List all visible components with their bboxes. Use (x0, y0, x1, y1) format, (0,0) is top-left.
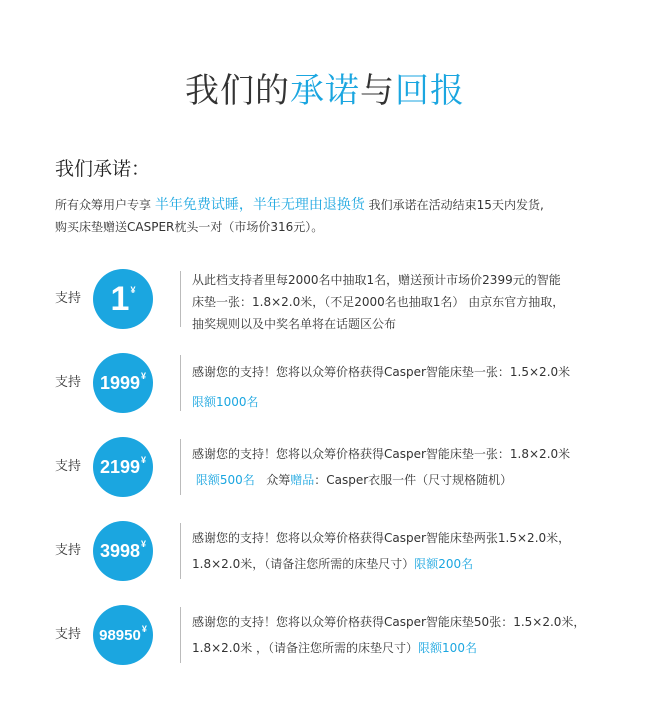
yen-symbol: ¥ (141, 455, 147, 465)
tier-divider (180, 355, 181, 411)
title-part-3: 与 (360, 71, 395, 111)
promise-line-2: 购买床垫赠送CASPER枕头一对（市场价316元）。 (55, 220, 324, 234)
tier-divider (180, 607, 181, 663)
tier-description (192, 443, 622, 491)
yen-symbol: ¥ (141, 539, 147, 549)
tier-divider (180, 271, 181, 327)
tier-limit: 限额200名 (414, 557, 474, 571)
tier-limit: 限额500名 (195, 473, 255, 487)
gift-highlight: 赠品 (290, 473, 315, 487)
tier-desc-line: 床垫一张：1.8×2.0米，（不足2000名也抽取1名） 由京东官方抽取， (192, 295, 565, 309)
tier-desc-line: 从此档支持者里每2000名中抽取1名，赠送预计市场价2399元的智能 (192, 273, 561, 287)
tier-2 (0, 353, 650, 413)
tier-desc-line: 1.8×2.0米，（请备注您所需的床垫尺寸） (192, 557, 415, 571)
tier-amount: 1999 (99, 373, 141, 393)
yen-symbol: ¥ (141, 624, 147, 634)
promise-line-1-prefix: 所有众筹用户专享 (55, 198, 152, 212)
tier-description (192, 527, 622, 575)
tier-limit: 限额100名 (418, 641, 477, 655)
tier-1 (0, 269, 650, 329)
yen-symbol: ¥ (141, 371, 147, 381)
tier-description (192, 269, 622, 335)
gift-prefix: 众筹 (266, 473, 291, 487)
promise-highlight: 半年免费试睡，半年无理由退换货 (154, 197, 365, 213)
promise-line-1 (55, 194, 615, 216)
tier-divider (180, 439, 181, 495)
tier-3 (0, 437, 650, 497)
tier-label: 支持 (55, 627, 82, 642)
tier-description (192, 611, 622, 659)
page-title (0, 68, 650, 114)
tier-amount-badge (93, 521, 153, 581)
tier-desc-line: 1.8×2.0米 ，（请备注您所需的床垫尺寸） (192, 641, 419, 655)
tier-desc-line: 感谢您的支持！您将以众筹价格获得Casper智能床垫一张：1.5×2.0米 (192, 365, 571, 379)
tier-amount: 98950 (99, 626, 141, 644)
gift-suffix: ：Casper衣服一件（尺寸规格随机） (314, 473, 513, 487)
tier-desc-line: 感谢您的支持！您将以众筹价格获得Casper智能床垫两张1.5×2.0米， (192, 531, 571, 545)
promise-intro (55, 194, 615, 238)
tier-desc-line: 感谢您的支持！您将以众筹价格获得Casper智能床垫50张：1.5×2.0米， (192, 615, 586, 629)
title-part-4: 回报 (395, 71, 465, 111)
tier-5 (0, 605, 650, 665)
tier-limit: 限额1000名 (192, 395, 259, 409)
tier-desc-line: 感谢您的支持！您将以众筹价格获得Casper智能床垫一张：1.8×2.0米 (192, 447, 571, 461)
tier-4 (0, 521, 650, 581)
tier-amount-badge (93, 605, 153, 665)
tier-amount: 2199 (99, 457, 141, 477)
title-part-2: 承诺 (290, 71, 360, 111)
tier-amount-badge (93, 353, 153, 413)
tier-amount: 1 (110, 280, 130, 318)
promise-heading: 我们承诺： (55, 158, 151, 180)
tier-divider (180, 523, 181, 579)
tier-label: 支持 (55, 291, 82, 306)
tier-amount-badge (93, 269, 153, 329)
tier-desc-line: 抽奖规则以及中奖名单将在话题区公布 (192, 317, 397, 331)
tier-description (192, 361, 622, 413)
yen-symbol: ¥ (130, 285, 136, 295)
tier-amount-badge (93, 437, 153, 497)
tier-label: 支持 (55, 375, 82, 390)
tier-label: 支持 (55, 459, 82, 474)
title-part-1: 我们的 (185, 71, 290, 111)
tier-label: 支持 (55, 543, 82, 558)
promise-line-1-suffix: 我们承诺在活动结束15天内发货, (368, 198, 544, 212)
tier-amount: 3998 (99, 541, 141, 561)
